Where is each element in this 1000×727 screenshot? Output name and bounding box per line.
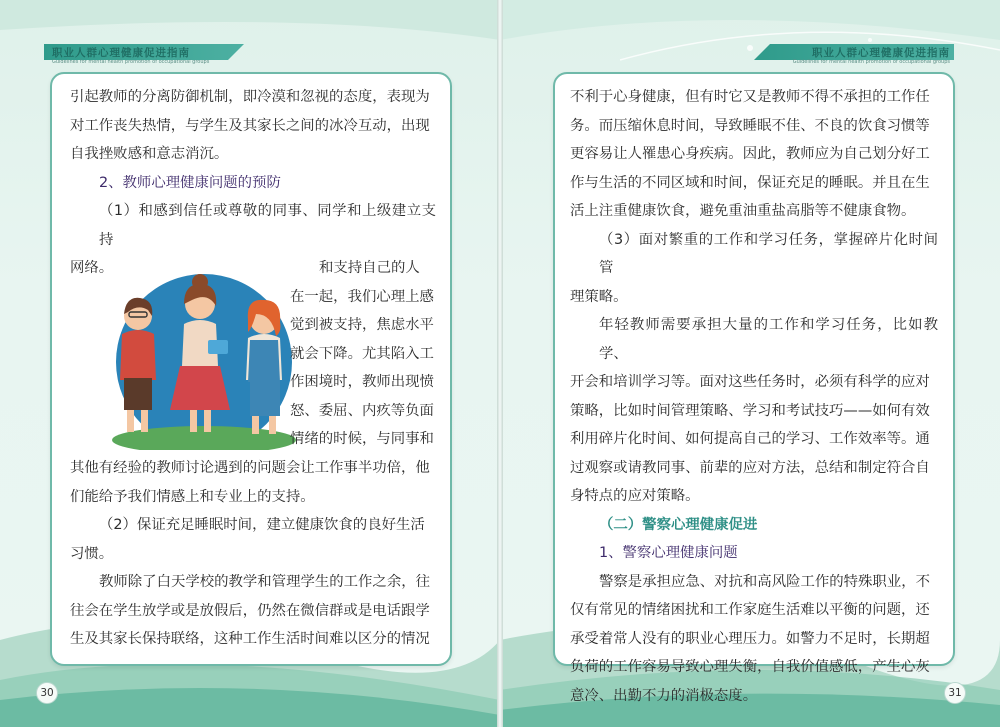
text-line: 务。而压缩休息时间，导致睡眠不佳、不良的饮食习惯等 <box>570 117 930 134</box>
text-line: 年轻教师需要承担大量的工作和学习任务，比如教学、 <box>599 317 938 362</box>
text-line: 作与生活的不同区域和时间，保证充足的睡眠。并且在生 <box>570 174 930 191</box>
text-line: 不利于心身健康，但有时它又是教师不得不承担的工作任 <box>570 89 930 105</box>
text-line: 引起教师的分离防御机制，即冷漠和忽视的态度，表现为 <box>70 89 430 105</box>
text-line: 理策略。 <box>570 288 628 305</box>
section-heading: （二）警察心理健康促进 <box>599 516 758 533</box>
text-line: 身特点的应对策略。 <box>570 488 700 504</box>
text-line: 和支持自己的人 <box>319 260 420 276</box>
text-line: 觉到被支持，焦虑水平 <box>290 317 434 333</box>
text-line: 策略，比如时间管理策略、学习和考试技巧——如何有效 <box>570 402 930 419</box>
subheading: 1、警察心理健康问题 <box>599 545 738 561</box>
text-line: 开会和培训学习等。面对这些任务时，必须有科学的应对 <box>570 374 930 390</box>
text-line: 作困境时，教师出现愤 <box>290 374 434 390</box>
left-text-top <box>70 83 436 283</box>
text-line: 就会下降。尤其陷入工 <box>290 345 434 362</box>
header-subtitle: Guidelines for mental health promotion of occupational groups <box>52 59 210 65</box>
text-line: 利用碎片化时间、如何提高自己的学习、工作效率等。通 <box>570 431 930 447</box>
page-number: 30 <box>36 682 58 704</box>
text-line: 意冷、出勤不力的消极态度。 <box>570 687 758 704</box>
subheading: 2、教师心理健康问题的预防 <box>99 174 281 191</box>
text-line: 承受着常人没有的职业心理压力。如警力不足时，长期超 <box>570 630 930 647</box>
text-line: 怒、委屈、内疚等负面 <box>290 402 434 419</box>
text-line: 习惯。 <box>70 545 114 562</box>
header-subtitle: Guidelines for mental health promotion of occupational groups <box>792 59 950 65</box>
text-line: 过观察或请教同事、前辈的应对方法，总结和制定符合自 <box>570 459 930 476</box>
text-line: 对工作丧失热情，与学生及其家长之间的冰冷互动，出现 <box>70 117 430 134</box>
text-line: 教师除了白天学校的教学和管理学生的工作之余，往 <box>99 574 430 590</box>
text-line: 负荷的工作容易导致心理失衡，自我价值感低，产生心灰 <box>570 659 930 675</box>
text-line: （1）和感到信任或尊敬的同事、同学和上级建立支持 <box>99 203 436 248</box>
text-line: （2）保证充足睡眠时间，建立健康饮食的良好生活 <box>99 517 425 533</box>
text-line: 生及其家长保持联络，这种工作生活时间难以区分的情况 <box>70 631 430 647</box>
text-line: 活上注重健康饮食，避免重油重盐高脂等不健康食物。 <box>570 203 916 219</box>
left-wrap-text <box>290 254 440 454</box>
text-line: 警察是承担应急、对抗和高风险工作的特殊职业，不 <box>599 573 930 590</box>
text-line: 情绪的时候，与同事和 <box>290 431 434 447</box>
text-line: 们能给予我们情感上和专业上的支持。 <box>70 488 315 505</box>
text-line: 其他有经验的教师讨论遇到的问题会让工作事半功倍，他 <box>70 460 430 476</box>
book-spine <box>497 0 503 727</box>
page-number: 31 <box>944 682 966 704</box>
text-line: 在一起，我们心理上感 <box>290 288 434 305</box>
header-title: 职业人群心理健康促进指南 <box>52 47 190 59</box>
text-line: （3）面对繁重的工作和学习任务，掌握碎片化时间管 <box>599 231 938 276</box>
right-page <box>500 0 1000 727</box>
left-text-bottom <box>70 454 436 654</box>
text-line: 网络。 <box>70 260 114 276</box>
text-line: 仅有常见的情绪困扰和工作家庭生活难以平衡的问题，还 <box>570 602 930 618</box>
right-text <box>570 83 938 710</box>
text-line: 自我挫败感和意志消沉。 <box>70 146 229 162</box>
teachers-illustration <box>96 270 312 450</box>
header-title: 职业人群心理健康促进指南 <box>812 47 950 59</box>
text-line: 更容易让人罹患心身疾病。因此，教师应为自己划分好工 <box>570 146 930 162</box>
text-line: 往会在学生放学或是放假后，仍然在微信群或是电话跟学 <box>70 602 430 619</box>
